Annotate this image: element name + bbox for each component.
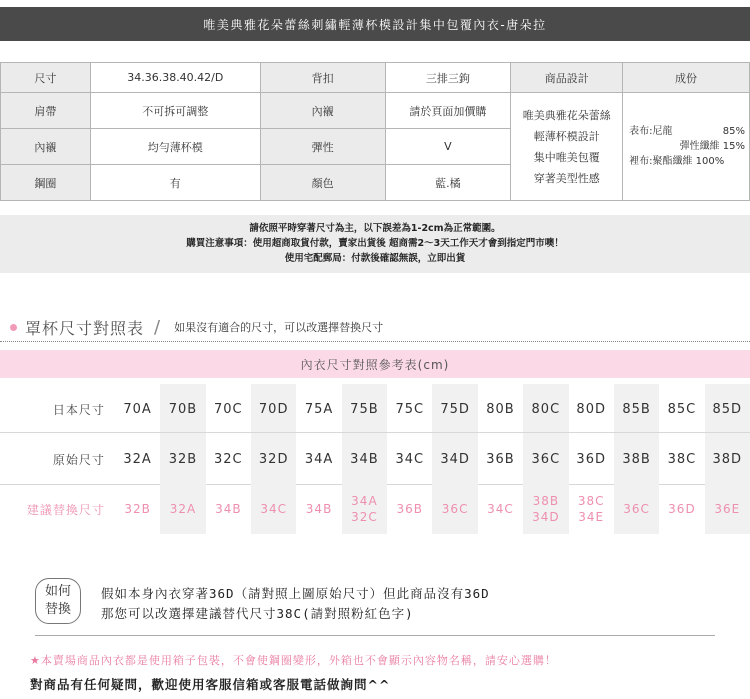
spec-value: V: [385, 129, 511, 165]
size-value: 32B: [124, 502, 151, 516]
composition-lining: 裡布:聚酯纖維 100%: [629, 156, 725, 167]
size-cell: [387, 484, 432, 534]
size-row-japan: [0, 384, 750, 434]
size-cell: 70C: [214, 401, 243, 417]
size-value: 34E: [578, 510, 605, 524]
badge-line: 替換: [44, 602, 71, 617]
size-cell: [705, 484, 750, 534]
spec-value: 三排三鉤: [385, 63, 511, 93]
spec-label: 內襯: [260, 93, 385, 129]
size-cell: [432, 484, 477, 534]
spec-value: 請於頁面加價購: [385, 93, 511, 129]
purchase-notice: [0, 215, 750, 273]
size-value: 36D: [668, 502, 696, 516]
size-cell: 32A: [123, 451, 152, 467]
badge-line: 如何: [44, 584, 71, 599]
size-value: 34B: [215, 502, 242, 516]
notice-line: 請依照平時穿著尺寸為主，以下誤差為1-2cm為正常範圍。: [249, 223, 501, 234]
size-cell: [523, 484, 568, 534]
size-value: 36C: [441, 502, 469, 516]
size-cell: 85D: [705, 384, 750, 434]
design-line: 輕薄杯模設計: [533, 129, 600, 143]
size-value: 34D: [532, 510, 560, 524]
design-line: 集中唯美包覆: [533, 150, 600, 164]
size-cell: 34A: [304, 451, 334, 467]
dotted-divider: [0, 341, 750, 342]
spec-label: 內襯: [1, 129, 91, 165]
size-cell: [478, 484, 523, 534]
size-cell: 32B: [160, 434, 205, 484]
size-cell: 36B: [486, 451, 515, 467]
design-features: [511, 93, 623, 201]
design-line: 唯美典雅花朵蕾絲: [522, 108, 611, 122]
size-table-header: 內衣尺寸對照參考表(cm): [0, 350, 750, 378]
size-value: 38C: [577, 494, 605, 508]
size-cell: 85B: [614, 384, 659, 434]
size-cell: 70B: [160, 384, 205, 434]
spec-value: 不可拆可調整: [90, 93, 260, 129]
size-cell: 75B: [342, 384, 387, 434]
packaging-note: [30, 652, 557, 668]
how-to-badge: [35, 578, 81, 624]
size-cell: 34C: [395, 451, 425, 467]
spec-label: 尺寸: [1, 63, 91, 93]
spec-label: 商品設計: [511, 63, 623, 93]
example-text: [101, 584, 490, 624]
size-cell: 80B: [486, 401, 515, 417]
size-cell: 75A: [304, 401, 334, 417]
composition-elastic: 彈性纖維 15%: [679, 141, 745, 152]
composition-shell-value: 85%: [722, 126, 745, 137]
design-line: 穿著美型性感: [533, 171, 600, 185]
size-cell: [296, 484, 341, 534]
size-cell: 70D: [251, 384, 296, 434]
size-cell: [206, 484, 251, 534]
row-label: 日本尺寸: [52, 402, 105, 417]
spec-label: 肩帶: [1, 93, 91, 129]
size-cell: 36D: [576, 451, 606, 467]
size-cell: 34D: [432, 434, 477, 484]
section-subtitle: 如果沒有適合的尺寸，可以改選擇替換尺寸: [174, 321, 384, 334]
size-cell: 38B: [614, 434, 659, 484]
size-cell: 34B: [342, 434, 387, 484]
size-cell: 80C: [523, 384, 568, 434]
size-value: 32C: [351, 510, 378, 524]
spec-label: 顏色: [260, 165, 385, 201]
size-cell: [251, 484, 296, 534]
example-line: 假如本身內衣穿著36D（請對照上圖原始尺寸）但此商品沒有36D: [101, 586, 490, 601]
packaging-note-text: 本賣場商品內衣都是使用箱子包裝，不會使鋼圈變形，外箱也不會顯示內容物名稱，請安心選購！: [40, 654, 557, 667]
size-value: 36C: [623, 502, 650, 516]
size-cell: 70A: [123, 401, 152, 417]
composition-shell-label: 表布:尼龍: [629, 126, 673, 137]
spec-label: 鋼圈: [1, 165, 91, 201]
row-label: 原始尺寸: [52, 452, 105, 467]
example-line: 那您可以改選擇建議替代尺寸38C(請對照粉紅色字): [101, 606, 414, 621]
size-value: 34C: [487, 502, 514, 516]
size-cell: [659, 484, 704, 534]
row-label: 建議替換尺寸: [26, 502, 105, 517]
size-cell: 38D: [705, 434, 750, 484]
size-cell: 32D: [251, 434, 296, 484]
size-cell: 80D: [576, 401, 606, 417]
size-cell: 75C: [395, 401, 425, 417]
solid-divider: [35, 635, 715, 636]
size-value: 38B: [532, 494, 560, 508]
spec-value: 34.36.38.40.42/D: [90, 63, 260, 93]
notice-line: 購買注意事項：使用超商取貨付款，賣家出貨後 超商需2～3天工作天才會到指定門市噢！: [186, 238, 564, 249]
spec-value: 有: [90, 165, 260, 201]
size-cell: [115, 484, 160, 534]
size-value: 34A: [351, 494, 378, 508]
size-cell: 85C: [667, 401, 697, 417]
spec-label: 彈性: [260, 129, 385, 165]
spec-value: 藍.橘: [385, 165, 511, 201]
size-cell: [342, 484, 387, 534]
section-header: [10, 314, 383, 340]
spec-label: 成份: [623, 63, 750, 93]
bullet-dot-icon: [10, 324, 17, 331]
star-icon: ★: [30, 654, 41, 667]
size-cell: 75D: [432, 384, 477, 434]
size-row-original: [0, 434, 750, 484]
spec-value: 均勻薄杯模: [90, 129, 260, 165]
composition: [623, 93, 750, 201]
size-value: 34C: [260, 502, 288, 516]
size-value: 34B: [305, 502, 333, 516]
size-cell: [569, 484, 614, 534]
notice-line: 使用宅配郵局：付款後確認無誤，立即出貨: [284, 253, 466, 264]
size-row-suggested: [0, 484, 750, 534]
size-value: 36B: [396, 502, 424, 516]
row-divider: [0, 432, 750, 433]
size-cell: 36C: [523, 434, 568, 484]
spec-label: 背扣: [260, 63, 385, 93]
size-cell: 38C: [667, 451, 697, 467]
spec-table: [0, 62, 750, 201]
contact-note: 對商品有任何疑問，歡迎使用客服信箱或客服電話做詢問^^: [30, 677, 391, 692]
size-cell: [614, 484, 659, 534]
example-box: [35, 578, 750, 628]
section-divider: /: [154, 316, 161, 338]
page-title: 唯美典雅花朵蕾絲刺繡輕薄杯模設計集中包覆內衣-唐朵拉: [0, 7, 750, 41]
size-cell: 32C: [214, 451, 243, 467]
size-value: 32A: [169, 502, 197, 516]
size-value: 36E: [714, 502, 741, 516]
size-cell: [160, 484, 205, 534]
section-title: 罩杯尺寸對照表: [25, 318, 145, 338]
